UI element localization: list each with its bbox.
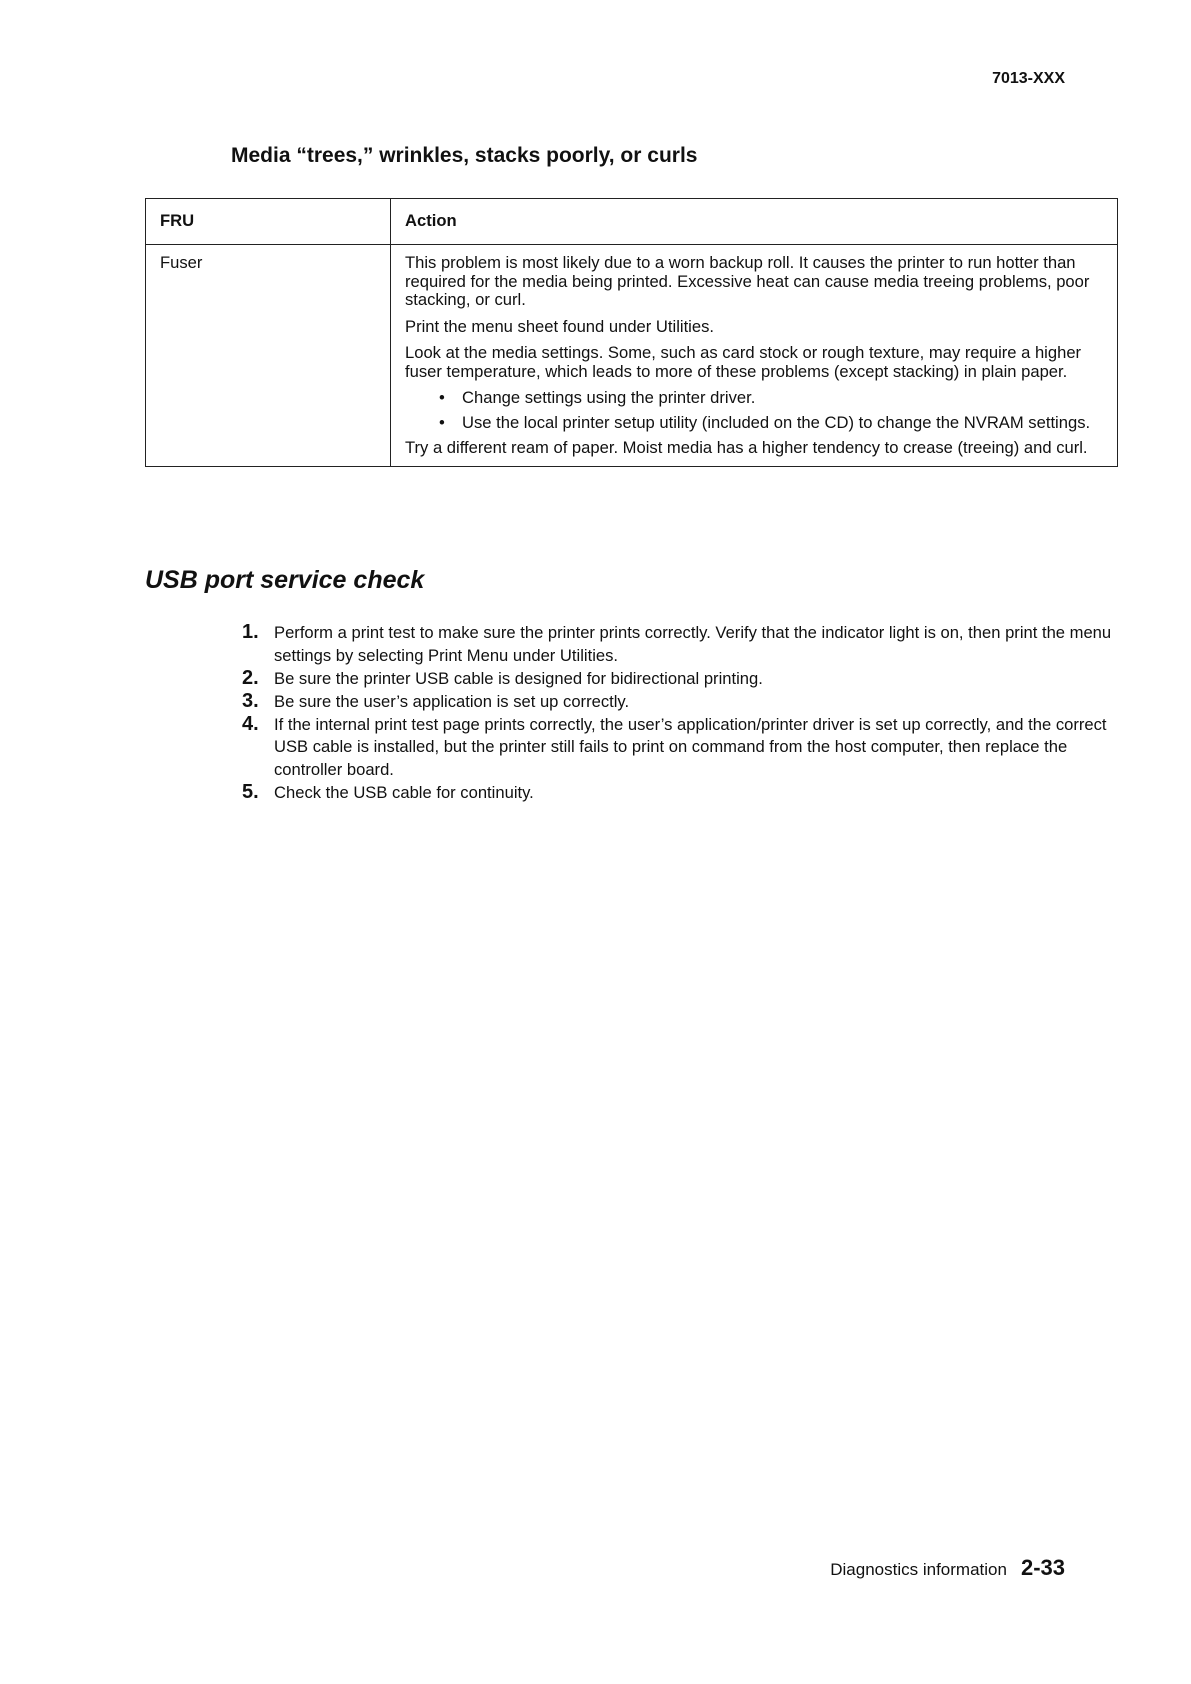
step-number: 1. <box>242 621 259 643</box>
footer-section-name: Diagnostics information <box>830 1560 1007 1579</box>
column-header-fru: FRU <box>146 199 391 245</box>
bullet-icon: • <box>439 388 445 408</box>
list-item <box>240 668 1120 691</box>
step-text: Be sure the user’s application is set up correctly. <box>274 691 630 711</box>
usb-steps-list <box>240 622 1120 805</box>
column-header-action: Action <box>391 199 1118 245</box>
action-paragraph: Look at the media settings. Some, such as card stock or rough texture, may require a higher fuser temperature, which leads to more of these problems (except stacking) in plain paper. <box>405 343 1082 381</box>
action-bullet-list <box>405 389 1103 432</box>
list-item <box>439 414 1103 433</box>
bullet-icon: • <box>439 413 445 433</box>
table-header-row <box>146 199 1118 245</box>
step-text: Check the USB cable for continuity. <box>274 783 534 803</box>
action-cell <box>391 245 1118 467</box>
step-text: Perform a print test to make sure the printer prints correctly. Verify that the indicator light is on, then print the menu settings by selecting Print Menu under Utilities. <box>274 623 1112 665</box>
media-section-title: Media “trees,” wrinkles, stacks poorly, or curls <box>231 144 698 167</box>
table-row <box>146 245 1118 467</box>
document-code: 7013-XXX <box>992 70 1065 87</box>
page-footer <box>830 1555 1065 1581</box>
step-number: 2. <box>242 666 259 689</box>
action-paragraph: Print the menu sheet found under Utilities. <box>405 316 715 336</box>
usb-section-title: USB port service check <box>145 566 425 594</box>
step-number: 5. <box>242 781 259 804</box>
list-item <box>240 622 1120 668</box>
bullet-text: Change settings using the printer driver. <box>462 388 756 408</box>
step-number: 3. <box>242 689 259 712</box>
list-item <box>240 714 1120 783</box>
step-text: Be sure the printer USB cable is designed for bidirectional printing. <box>274 668 763 688</box>
action-paragraph: This problem is most likely due to a worn backup roll. It causes the printer to run hotter than required for the media being printed. Excessive heat can cause media treeing problems, poor stacking, or curl. <box>405 253 1090 310</box>
list-item <box>439 389 1103 408</box>
action-paragraph: Try a different ream of paper. Moist media has a higher tendency to crease (treeing) and curl. <box>405 437 1088 457</box>
step-number: 4. <box>242 712 259 735</box>
list-item <box>240 782 1120 805</box>
list-item <box>240 691 1120 714</box>
fru-cell: Fuser <box>146 245 391 467</box>
step-text: If the internal print test page prints correctly, the user’s application/printer driver is set up correctly, and the correct USB cable is installed, but the printer still fails to print on command from the host computer, then replace the controller board. <box>274 714 1107 780</box>
bullet-text: Use the local printer setup utility (included on the CD) to change the NVRAM settings. <box>462 413 1091 433</box>
page-number: 2-33 <box>1020 1555 1065 1580</box>
fru-action-table <box>145 198 1118 467</box>
